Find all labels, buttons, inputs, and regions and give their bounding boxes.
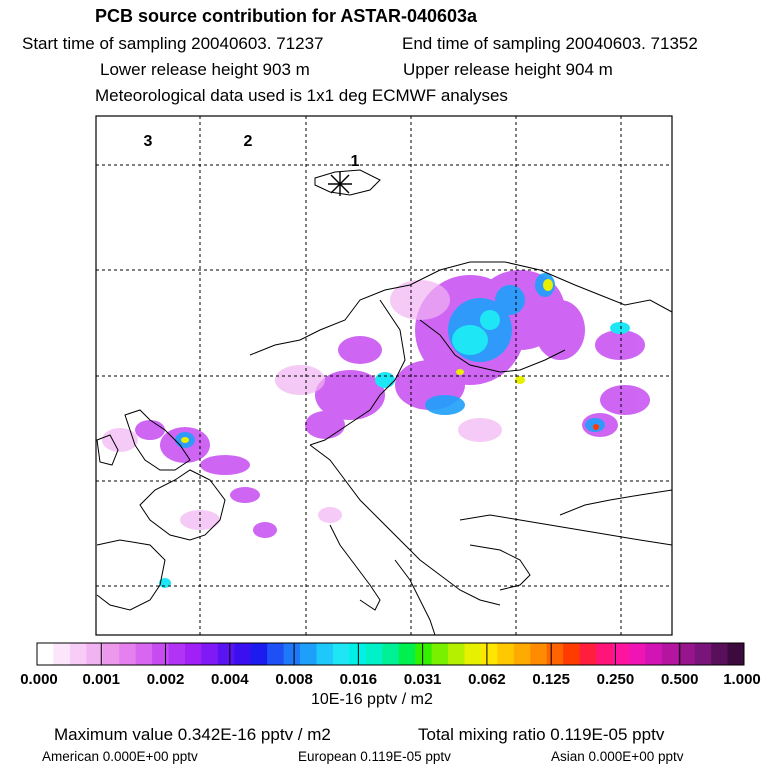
zone-label-1: 1 bbox=[350, 153, 360, 170]
legend-swatch bbox=[399, 643, 416, 665]
legend-swatch bbox=[366, 643, 383, 665]
max-value-label: Maximum value 0.342E-16 pptv / m2 bbox=[54, 725, 331, 744]
legend-swatch bbox=[201, 643, 218, 665]
lower-height-label: Lower release height 903 m bbox=[100, 60, 310, 79]
european-label: European 0.119E-05 pptv bbox=[298, 749, 451, 764]
meteo-data-label: Meteorological data used is 1x1 deg ECMWF analyses bbox=[95, 86, 508, 105]
legend-swatch bbox=[53, 643, 70, 665]
map-grid bbox=[96, 116, 672, 635]
legend-swatch bbox=[382, 643, 399, 665]
asterisk-marker bbox=[328, 172, 352, 196]
legend-tick-label: 0.016 bbox=[339, 671, 378, 688]
legend-tick-label: 0.000 bbox=[20, 671, 58, 688]
start-time-label: Start time of sampling 20040603. 71237 bbox=[22, 34, 324, 53]
legend-tick-label: 0.008 bbox=[275, 671, 313, 688]
legend-swatch bbox=[547, 643, 564, 665]
legend-swatch bbox=[300, 643, 317, 665]
zone-label-3: 3 bbox=[143, 133, 153, 150]
legend-swatch bbox=[678, 643, 695, 665]
legend-swatch bbox=[448, 643, 465, 665]
legend-swatch bbox=[333, 643, 350, 665]
legend-tick-label: 0.004 bbox=[211, 671, 249, 688]
legend-swatch bbox=[251, 643, 268, 665]
legend-swatch bbox=[497, 643, 514, 665]
legend-swatch bbox=[136, 643, 153, 665]
legend-swatch bbox=[481, 643, 498, 665]
legend-swatch bbox=[86, 643, 103, 665]
legend-swatch bbox=[563, 643, 580, 665]
legend-swatch bbox=[464, 643, 481, 665]
legend-swatch bbox=[728, 643, 745, 665]
legend-swatch bbox=[432, 643, 449, 665]
american-label: American 0.000E+00 pptv bbox=[42, 749, 198, 764]
legend-swatch bbox=[169, 643, 186, 665]
end-time-label: End time of sampling 20040603. 71352 bbox=[402, 34, 698, 53]
legend-swatch bbox=[234, 643, 251, 665]
legend-swatch bbox=[267, 643, 284, 665]
legend-swatch bbox=[662, 643, 679, 665]
legend-swatch bbox=[695, 643, 712, 665]
legend-swatch bbox=[514, 643, 531, 665]
legend-tick-label: 0.062 bbox=[468, 671, 506, 688]
legend-swatch bbox=[596, 643, 613, 665]
legend-swatch bbox=[317, 643, 334, 665]
upper-height-label: Upper release height 904 m bbox=[403, 60, 613, 79]
legend-colorbar bbox=[37, 643, 745, 665]
total-mixing-label: Total mixing ratio 0.119E-05 pptv bbox=[418, 725, 665, 744]
legend-tick-label: 0.250 bbox=[596, 671, 635, 688]
legend-swatch bbox=[580, 643, 597, 665]
legend-tick-label: 0.001 bbox=[82, 671, 121, 688]
zone-label-2: 2 bbox=[243, 133, 253, 150]
legend-swatch bbox=[645, 643, 662, 665]
legend-swatch bbox=[415, 643, 432, 665]
legend-swatch bbox=[70, 643, 87, 665]
legend-swatch bbox=[37, 643, 54, 665]
legend-swatch bbox=[284, 643, 301, 665]
legend-swatch bbox=[629, 643, 646, 665]
legend-swatch bbox=[218, 643, 235, 665]
legend-tick-label: 0.500 bbox=[660, 671, 699, 688]
page-title: PCB source contribution for ASTAR-040603a bbox=[95, 6, 478, 26]
legend-swatch bbox=[185, 643, 202, 665]
concentration-field bbox=[102, 270, 650, 588]
legend-tick-label: 1.000 bbox=[723, 671, 761, 688]
legend-tick-label: 0.125 bbox=[532, 671, 570, 688]
asian-label: Asian 0.000E+00 pptv bbox=[551, 749, 684, 764]
coastlines bbox=[97, 170, 672, 635]
legend-swatch bbox=[103, 643, 120, 665]
legend-swatch bbox=[119, 643, 136, 665]
legend-swatch bbox=[530, 643, 547, 665]
legend-tick-label: 0.002 bbox=[146, 671, 185, 688]
legend-swatch bbox=[152, 643, 169, 665]
legend-unit: 10E-16 pptv / m2 bbox=[311, 691, 433, 708]
legend-tick-label: 0.031 bbox=[403, 671, 442, 688]
legend-swatch bbox=[711, 643, 728, 665]
